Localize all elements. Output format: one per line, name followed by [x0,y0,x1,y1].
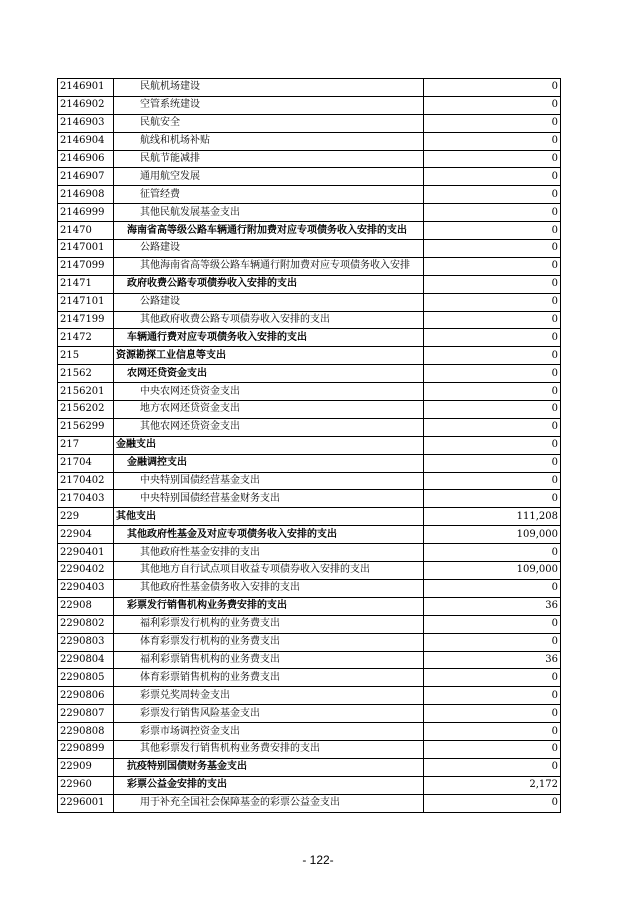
row-code: 2147001 [58,240,114,258]
row-code: 2147101 [58,293,114,311]
row-value: 0 [424,329,561,347]
row-name: 中央特别国债经营基金财务支出 [114,490,424,508]
row-name: 农网还贷资金支出 [114,365,424,383]
table-row [58,490,561,508]
row-value: 0 [424,794,561,812]
row-code: 2290808 [58,723,114,741]
row-code: 2290402 [58,562,114,580]
row-code: 22909 [58,758,114,776]
table-row [58,544,561,562]
row-value: 0 [424,472,561,490]
table-row [58,651,561,669]
row-name: 车辆通行费对应专项债务收入安排的支出 [114,329,424,347]
table-row [58,436,561,454]
table-row [58,687,561,705]
row-name: 征管经费 [114,186,424,204]
row-value: 0 [424,436,561,454]
row-code: 2290807 [58,705,114,723]
row-name: 公路建设 [114,240,424,258]
row-code: 2147199 [58,311,114,329]
row-value: 0 [424,347,561,365]
row-name: 彩票市场调控资金支出 [114,723,424,741]
row-value: 36 [424,597,561,615]
table-row [58,168,561,186]
row-code: 2146906 [58,150,114,168]
row-value: 0 [424,401,561,419]
table-row [58,96,561,114]
table-row [58,669,561,687]
row-name: 航线和机场补贴 [114,132,424,150]
row-code: 2147099 [58,257,114,275]
row-value: 0 [424,544,561,562]
table-row [58,79,561,97]
row-value: 109,000 [424,562,561,580]
row-name: 中央农网还贷资金支出 [114,383,424,401]
row-code: 2290805 [58,669,114,687]
row-value: 0 [424,383,561,401]
row-name: 福利彩票发行机构的业务费支出 [114,615,424,633]
row-code: 2290802 [58,615,114,633]
table-row [58,526,561,544]
row-value: 0 [424,114,561,132]
row-code: 22960 [58,776,114,794]
row-name: 体育彩票发行机构的业务费支出 [114,633,424,651]
row-code: 2146999 [58,204,114,222]
table-row [58,311,561,329]
table-row [58,472,561,490]
row-code: 2146907 [58,168,114,186]
row-code: 22904 [58,526,114,544]
row-code: 229 [58,508,114,526]
row-code: 2156202 [58,401,114,419]
row-code: 22908 [58,597,114,615]
row-value: 2,172 [424,776,561,794]
table-row [58,740,561,758]
row-name: 民航安全 [114,114,424,132]
row-code: 2156299 [58,418,114,436]
row-name: 其他农网还贷资金支出 [114,418,424,436]
row-code: 2290806 [58,687,114,705]
table-row [58,293,561,311]
row-name: 海南省高等级公路车辆通行附加费对应专项债务收入安排的支出 [114,222,424,240]
table-row [58,132,561,150]
row-value: 0 [424,132,561,150]
row-name: 其他政府性基金债务收入安排的支出 [114,579,424,597]
row-value: 0 [424,79,561,97]
table-row [58,723,561,741]
row-name: 其他支出 [114,508,424,526]
table-row [58,758,561,776]
table-row [58,365,561,383]
table-row [58,615,561,633]
row-name: 彩票发行销售机构业务费安排的支出 [114,597,424,615]
row-name: 通用航空发展 [114,168,424,186]
row-name: 其他地方自行试点项目收益专项债券收入安排的支出 [114,562,424,580]
row-value: 0 [424,293,561,311]
row-code: 2156201 [58,383,114,401]
table-row [58,383,561,401]
row-value: 0 [424,687,561,705]
row-name: 其他政府性基金及对应专项债务收入安排的支出 [114,526,424,544]
table-row [58,776,561,794]
row-value: 109,000 [424,526,561,544]
row-name: 民航节能减排 [114,150,424,168]
row-code: 2290804 [58,651,114,669]
row-code: 21470 [58,222,114,240]
row-name: 其他海南省高等级公路车辆通行附加费对应专项债务收入安排 [114,257,424,275]
row-value: 0 [424,204,561,222]
row-name: 空管系统建设 [114,96,424,114]
row-name: 体育彩票销售机构的业务费支出 [114,669,424,687]
row-name: 资源勘探工业信息等支出 [114,347,424,365]
row-value: 36 [424,651,561,669]
table-row [58,454,561,472]
table-row [58,240,561,258]
row-value: 0 [424,490,561,508]
row-value: 0 [424,723,561,741]
row-value: 0 [424,275,561,293]
row-name: 其他彩票发行销售机构业务费安排的支出 [114,740,424,758]
row-value: 0 [424,311,561,329]
row-value: 0 [424,150,561,168]
row-code: 2290401 [58,544,114,562]
row-value: 0 [424,168,561,186]
row-code: 21704 [58,454,114,472]
table-row [58,508,561,526]
row-code: 2290403 [58,579,114,597]
row-code: 2290803 [58,633,114,651]
row-value: 0 [424,418,561,436]
row-code: 2170403 [58,490,114,508]
table-row [58,633,561,651]
row-code: 21472 [58,329,114,347]
row-code: 21471 [58,275,114,293]
row-name: 彩票公益金安排的支出 [114,776,424,794]
row-value: 0 [424,740,561,758]
row-name: 彩票发行销售风险基金支出 [114,705,424,723]
row-name: 金融调控支出 [114,454,424,472]
row-value: 0 [424,633,561,651]
table-row [58,257,561,275]
row-value: 0 [424,454,561,472]
row-code: 2290899 [58,740,114,758]
row-name: 抗疫特别国债财务基金支出 [114,758,424,776]
row-value: 0 [424,240,561,258]
row-name: 福利彩票销售机构的业务费支出 [114,651,424,669]
row-value: 0 [424,365,561,383]
row-code: 217 [58,436,114,454]
row-value: 0 [424,579,561,597]
table-row [58,186,561,204]
row-code: 2146902 [58,96,114,114]
row-name: 民航机场建设 [114,79,424,97]
table-row [58,204,561,222]
row-name: 用于补充全国社会保障基金的彩票公益金支出 [114,794,424,812]
row-code: 2170402 [58,472,114,490]
row-name: 其他民航发展基金支出 [114,204,424,222]
table-row [58,275,561,293]
budget-expenditure-table [57,78,561,813]
row-name: 彩票兑奖周转金支出 [114,687,424,705]
row-value: 0 [424,615,561,633]
table-body [58,79,561,813]
table-row [58,597,561,615]
table-row [58,114,561,132]
row-name: 政府收费公路专项债券收入安排的支出 [114,275,424,293]
row-name: 金融支出 [114,436,424,454]
table-row [58,222,561,240]
row-code: 2146908 [58,186,114,204]
table-row [58,705,561,723]
table-row [58,418,561,436]
row-value: 0 [424,257,561,275]
row-value: 0 [424,222,561,240]
row-name: 中央特别国债经营基金支出 [114,472,424,490]
row-value: 0 [424,186,561,204]
row-value: 0 [424,96,561,114]
row-name: 其他政府收费公路专项债券收入安排的支出 [114,311,424,329]
row-name: 地方农网还贷资金支出 [114,401,424,419]
table-row [58,794,561,812]
row-value: 0 [424,758,561,776]
row-code: 21562 [58,365,114,383]
row-value: 0 [424,669,561,687]
row-code: 2146903 [58,114,114,132]
row-value: 0 [424,705,561,723]
row-name: 其他政府性基金安排的支出 [114,544,424,562]
row-code: 2296001 [58,794,114,812]
row-value: 111,208 [424,508,561,526]
table-row [58,329,561,347]
row-name: 公路建设 [114,293,424,311]
row-code: 2146904 [58,132,114,150]
row-code: 215 [58,347,114,365]
table-row [58,347,561,365]
table-row [58,150,561,168]
row-code: 2146901 [58,79,114,97]
table-row [58,579,561,597]
page-number: - 122- [302,853,334,867]
table-row [58,401,561,419]
table-row [58,562,561,580]
